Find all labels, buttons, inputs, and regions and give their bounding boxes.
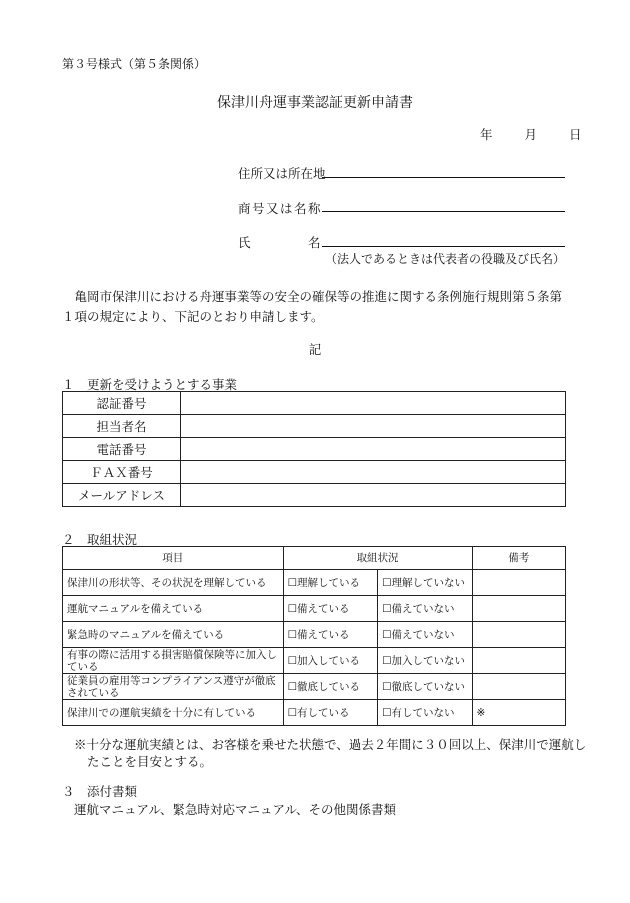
form-number: 第３号様式（第５条関係） [62,57,207,71]
table-row [63,674,566,700]
checkbox-no[interactable]: ☐備えていない [378,596,472,622]
corp-note: （法人であるときは代表者の役職及び氏名） [325,252,566,266]
contact-person-label: 担当者名 [63,415,181,438]
table-row [63,622,566,648]
date-day: 日 [568,127,582,142]
header-status: 取組状況 [283,547,472,570]
checkbox-yes[interactable]: ☐有している [283,700,377,726]
header-item: 項目 [63,547,284,570]
table-row [63,415,566,438]
cert-number-field[interactable] [181,392,566,415]
checkbox-yes[interactable]: ☐備えている [283,622,377,648]
table-row [63,700,566,726]
checkbox-no[interactable]: ☐理解していない [378,570,472,596]
remarks-cell[interactable] [472,622,565,648]
checkbox-yes[interactable]: ☐徹底している [283,674,377,700]
cert-number-label: 認証番号 [63,392,181,415]
attachments-text: 運航マニュアル、緊急時対応マニュアル、その他関係書類 [74,802,397,817]
address-input-line[interactable] [322,177,565,178]
table-row [63,392,566,415]
status-table [62,546,566,726]
date-year: 年 [480,127,493,142]
date-line [480,125,581,143]
remarks-cell[interactable]: ※ [472,700,565,726]
table-row [63,570,566,596]
date-month: 月 [524,127,537,142]
trade-name-label: 商号又は名称 [238,201,323,216]
name-label-first: 氏 [238,235,251,250]
business-table [62,391,566,507]
address-label: 住所又は所在地 [238,166,326,181]
checkbox-yes[interactable]: ☐理解している [283,570,377,596]
email-label: メールアドレス [63,484,181,507]
body-text: 亀岡市保津川における舟運事業等の安全の確保等の推進に関する条例施行規則第５条第１項の規定により、下記のとおり申請します。 [62,289,563,324]
checkbox-no[interactable]: ☐有していない [378,700,472,726]
ki-heading: 記 [308,342,322,357]
email-field[interactable] [181,484,566,507]
fax-label: ＦＡＸ番号 [63,461,181,484]
trade-name-input-line[interactable] [322,211,565,212]
footnote: ※十分な運航実績とは、お客様を乗せた状態で、過去２年間に３０回以上、保津川で運航したことを目安とする。 [74,737,587,769]
contact-person-field[interactable] [181,415,566,438]
phone-field[interactable] [181,438,566,461]
checkbox-no[interactable]: ☐加入していない [378,648,472,674]
remarks-cell[interactable] [472,674,565,700]
item-cell: 有事の際に活用する損害賠償保険等に加入している [63,648,284,674]
remarks-cell[interactable] [472,596,565,622]
table-row [63,484,566,507]
section3-heading: ３ 添付書類 [62,784,138,799]
item-cell: 運航マニュアルを備えている [63,596,284,622]
table-row [63,438,566,461]
checkbox-no[interactable]: ☐徹底していない [378,674,472,700]
item-cell: 緊急時のマニュアルを備えている [63,622,284,648]
checkbox-no[interactable]: ☐備えていない [378,622,472,648]
table-row [63,596,566,622]
checkbox-yes[interactable]: ☐加入している [283,648,377,674]
name-label-second: 名 [308,235,321,250]
table-row [63,461,566,484]
phone-label: 電話番号 [63,438,181,461]
checkbox-yes[interactable]: ☐備えている [283,596,377,622]
item-cell: 保津川の形状等、その状況を理解している [63,570,284,596]
remarks-cell[interactable] [472,648,565,674]
section1-heading: １ 更新を受けようとする事業 [62,377,238,392]
name-input-line[interactable] [322,246,565,247]
fax-field[interactable] [181,461,566,484]
item-cell: 従業員の雇用等コンプライアンス遵守が徹底されている [63,674,284,700]
table-row [63,648,566,674]
remarks-cell[interactable] [472,570,565,596]
item-cell: 保津川での運航実績を十分に有している [63,700,284,726]
header-remarks: 備考 [472,547,565,570]
section2-heading: ２ 取組状況 [62,532,138,547]
page-title: 保津川舟運事業認証更新申請書 [217,95,413,111]
table-header-row [63,547,566,570]
